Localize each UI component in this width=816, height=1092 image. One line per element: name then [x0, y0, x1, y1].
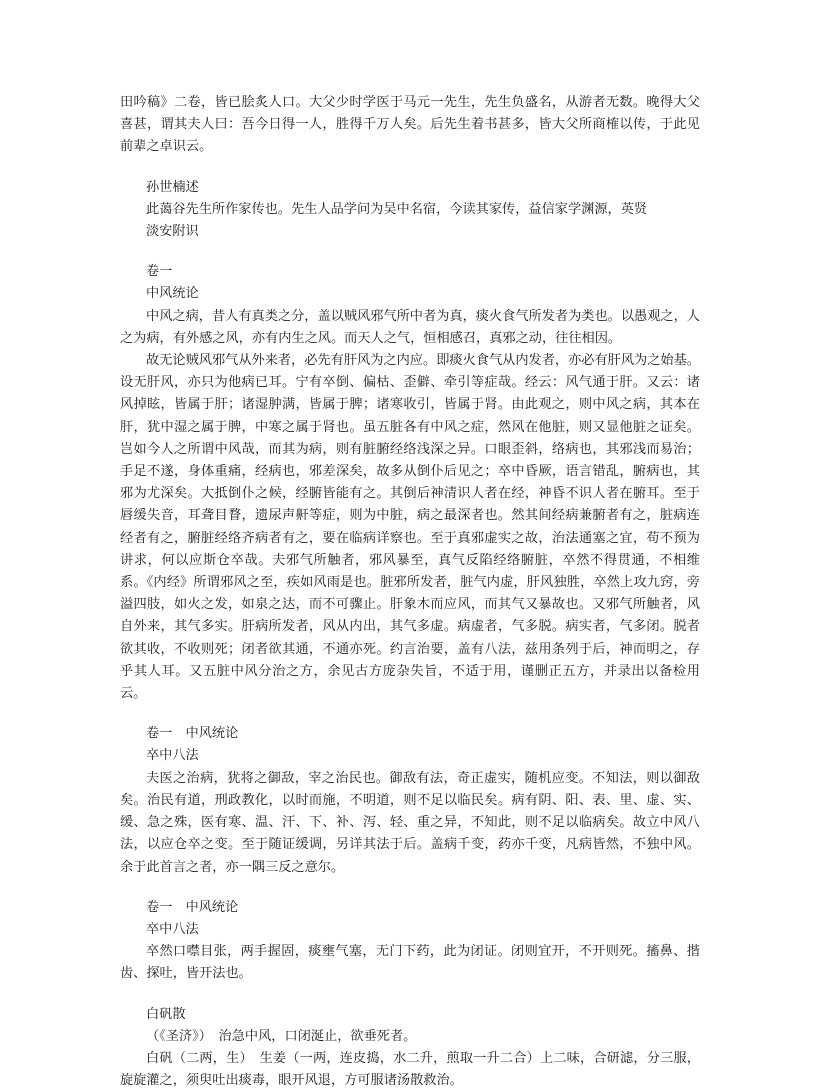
preface-signature: 淡安附识: [146, 224, 199, 240]
preface-line: 此蔼谷先生所作家传也。先生人品学问为吴中名宿，今读其家传，益信家学渊源，英贤: [146, 201, 648, 217]
volume1-heading: [120, 261, 700, 305]
body-paragraph: 夫医之治病，犹将之御敌，宰之治民也。御敌有法，奇正虚实，随机应变。不知法，则以御敌矣。治民有道，刑政教化，以时而施，不明道，则不足以临民矣。病有阴、阳、表、里、虚、实、缓、急之殊，医有寒、温、汗、下、补、泻、轻、重之异，不知此，则不足以临病矣。故立中风八法，以应仓卒之变。至于随证缓调，另详其法于后。盖病千变，药亦千变，凡病皆然，不独中风。余于此首言之者，亦一隅三反之意尔。: [120, 770, 700, 875]
section-subtitle: 卒中八法: [146, 748, 199, 764]
body-paragraph: 中风之病，昔人有真类之分，盖以贼风邪气所中者为真，痰火食气所发者为类也。以愚观之，人之为病，有外感之风，亦有内生之风。而天人之气，恒相感召，真邪之动，往往相因。: [120, 308, 700, 346]
volume-label: 卷一: [146, 264, 173, 280]
formula-name: 白矾散: [146, 1006, 186, 1022]
formula-heading: [120, 1004, 700, 1026]
body-paragraph: 故无论贼风邪气从外来者，必先有肝风为之内应。即痰火食气从内发者，亦必有肝风为之始基。设无肝风，亦只为他病已耳。宁有卒倒、偏枯、歪僻、牵引等症哉。经云：风气通于肝。又云：诸风掉眩，皆属于肝；诸湿肿满，皆属于脾；诸寒收引，皆属于肾。由此观之，则中风之病，其本在肝，犹中湿之属于脾，中寒之属于肾也。虽五脏各有中风之症，然风在他脏，则又显他脏之证矣。岂如今人之所谓中风哉，而其为病，则有脏腑经络浅深之异。口眼歪斜，络病也，其邪浅而易治；手足不遂，身体重痛，经病也，邪差深矣，故多从倒仆后见之；卒中昏厥，语言错乱，腑病也，其邪为尤深矣。大抵倒仆之候，经腑皆能有之。其倒后神清识人者在经，神昏不识人者在腑耳。至于唇缓失音，耳聋目瞀，遗尿声鼾等症，则为中脏，病之最深者也。然其间经病兼腑者有之，脏病连经者有之，腑脏经络齐病者有之，要在临病详察也。至于真邪虚实之故，治法通塞之宜，苟不预为讲求，何以应斯仓卒哉。夫邪气所触者，邪风暴至，真气反陷经络腑脏，卒然不得贯通，不相维系。《内经》所谓邪风之至，疾如风雨是也。脏邪所发者，脏气内虚，肝风独胜，卒然上攻九窍，旁溢四肢，如火之发，如泉之达，而不可骤止。肝象木而应风，而其气又暴故也。又邪气所触者，风自外来，其气多实。肝病所发者，风从内出，其气多虚。病虚者，气多脱。病实者，气多闭。脱者欲其收，不收则死；闭者欲其通，不通亦死。约言治要，盖有八法，兹用条列于后，神而明之，存乎其人耳。又五脏中风分治之方，余见古方庞杂失旨，不适于用，谨删正五方，并录出以备检用云。: [120, 353, 700, 702]
preface-title: 孙世楠述: [146, 179, 199, 195]
section-subtitle: 卒中八法: [146, 921, 199, 937]
section-header: 卷一 中风统论: [146, 899, 239, 915]
formula-paragraph: 白矾（二两，生） 生姜（一两，连皮捣，水二升，煎取一升二合）上二味，合研滤，分三服，旋旋灌之，须臾吐出痰毒，眼开风退，方可服诸汤散救治。: [120, 1050, 700, 1089]
chapter-title: 中风统论: [146, 286, 199, 302]
body-paragraph: 卒然口噤目张，两手握固，痰壅气塞，无门下药，此为闭证。闭则宜开，不开则死。搐鼻、揩齿、探吐，皆开法也。: [120, 944, 700, 982]
document-page: [120, 92, 700, 1092]
formula-source: （《圣济》） 治急中风，口闭涎止，欲垂死者。: [146, 1028, 417, 1044]
section-header: 卷一 中风统论: [146, 726, 239, 742]
preface-block: [120, 177, 700, 244]
intro-paragraph: 田吟稿》二卷，皆已脍炙人口。大父少时学医于马元一先生，先生负盛名，从游者无数。晚得大父喜甚，谓其夫人曰：吾今日得一人，胜得千万人矣。后先生着书甚多，皆大父所商榷以传，于此见前辈之卓识云。: [120, 95, 700, 155]
section-heading: [120, 723, 700, 767]
section-heading: [120, 897, 700, 941]
